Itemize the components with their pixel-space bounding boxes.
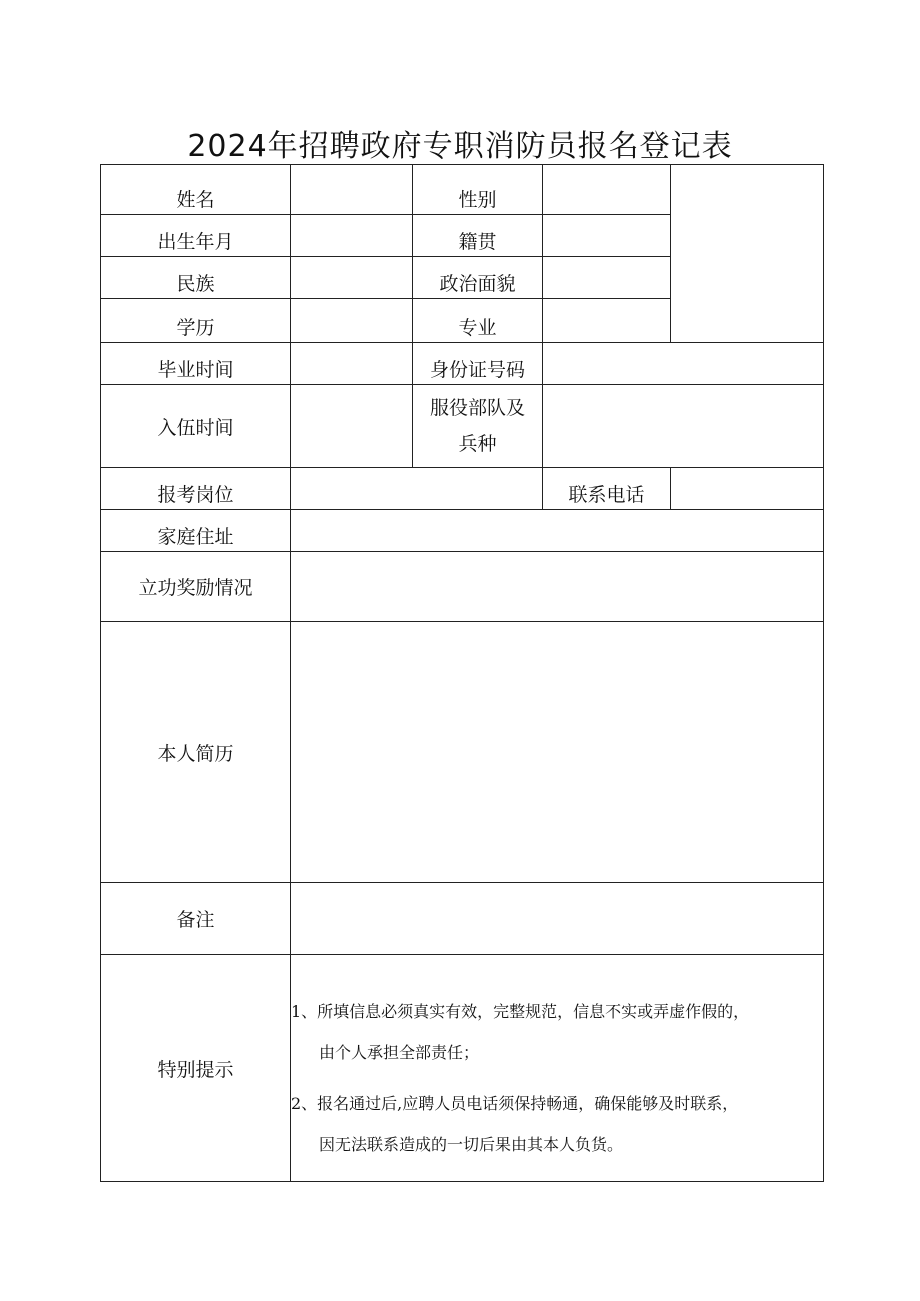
label-id-number: 身份证号码 [429, 359, 525, 381]
service-unit-field[interactable] [543, 385, 823, 467]
tip-line: 2、报名通过后,应聘人员电话须保持畅通，确保能够及时联系， [291, 1094, 739, 1113]
name-field[interactable] [291, 165, 412, 214]
label-gender: 性别 [458, 189, 497, 211]
graduation-time-field[interactable] [291, 343, 412, 384]
label-service-unit-line1: 服役部队及 [429, 397, 525, 419]
ethnicity-field[interactable] [291, 257, 412, 298]
label-service-unit-line2: 兵种 [458, 433, 497, 455]
label-major: 专业 [458, 317, 497, 339]
phone-field[interactable] [671, 468, 823, 509]
awards-field[interactable] [291, 552, 823, 621]
label-political-status: 政治面貌 [439, 273, 516, 295]
label-position: 报考岗位 [157, 484, 234, 506]
address-field[interactable] [291, 510, 823, 551]
label-enlistment-time: 入伍时间 [157, 416, 234, 439]
label-name: 姓名 [176, 189, 215, 211]
resume-field[interactable] [291, 622, 823, 882]
tip-line: 因无法联系造成的一切后果由其本人负货。 [319, 1135, 624, 1154]
label-awards: 立功奖励情况 [138, 577, 253, 599]
enlistment-time-field[interactable] [291, 385, 412, 467]
major-field[interactable] [543, 299, 670, 342]
tip-item [291, 1083, 821, 1165]
label-address: 家庭住址 [157, 526, 234, 548]
position-field[interactable] [291, 468, 542, 509]
tip-line: 1、所填信息必须真实有效，完整规范，信息不实或弄虚作假的， [291, 1002, 750, 1021]
label-graduation-time: 毕业时间 [157, 359, 234, 381]
registration-form [100, 164, 824, 1182]
label-ethnicity: 民族 [176, 273, 215, 295]
photo-box[interactable] [671, 165, 823, 342]
label-education: 学历 [176, 317, 215, 339]
education-field[interactable] [291, 299, 412, 342]
label-remarks: 备注 [176, 909, 215, 931]
birth-field[interactable] [291, 215, 412, 256]
tips-content [291, 991, 821, 1175]
id-number-field[interactable] [543, 343, 823, 384]
political-status-field[interactable] [543, 257, 670, 298]
native-place-field[interactable] [543, 215, 670, 256]
page-title: 2024年招聘政府专职消防员报名登记表 [187, 129, 733, 164]
gender-field[interactable] [543, 165, 670, 214]
label-tips: 特别提示 [157, 1058, 234, 1081]
label-service-unit [413, 385, 542, 467]
tip-item [291, 991, 821, 1073]
tip-line: 由个人承担全部责任； [319, 1043, 480, 1062]
label-resume: 本人简历 [157, 742, 234, 765]
label-phone: 联系电话 [568, 484, 645, 506]
label-native-place: 籍贯 [458, 231, 497, 253]
label-birth: 出生年月 [157, 231, 234, 253]
remarks-field[interactable] [291, 883, 823, 954]
